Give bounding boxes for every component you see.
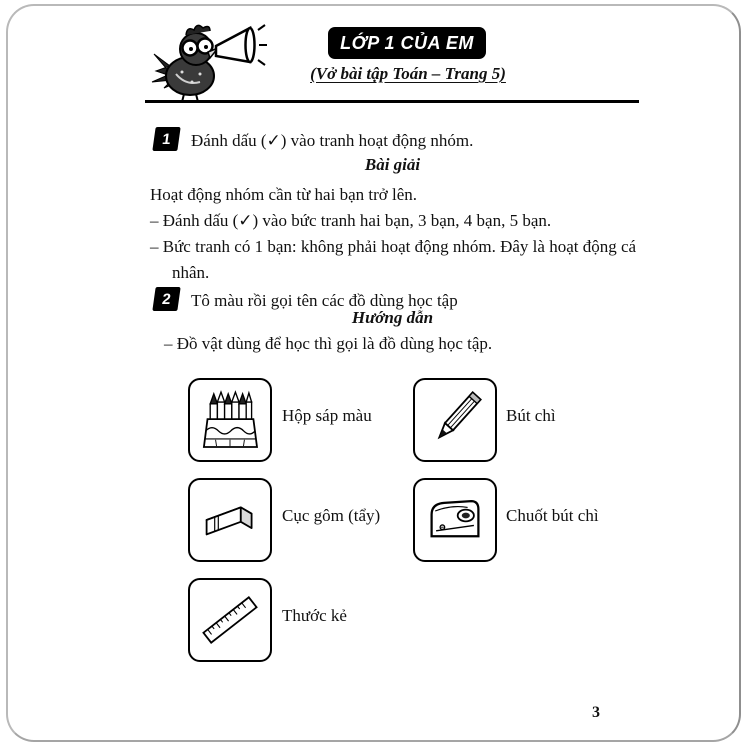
sharpener-icon <box>419 484 491 556</box>
item-label: Hộp sáp màu <box>282 406 372 425</box>
page-subtitle: (Vở bài tập Toán – Trang 5) <box>310 64 506 83</box>
section-2-question: Tô màu rồi gọi tên các đồ dùng học tập <box>191 291 458 310</box>
section-1-question: Đánh dấu (✓) vào tranh hoạt động nhóm. <box>191 131 474 150</box>
page-border <box>6 4 741 742</box>
solution-line: – Đánh dấu (✓) vào bức tranh hai bạn, 3 bạn, 4 bạn, 5 bạn. <box>150 211 552 230</box>
section-1-badge: 1 <box>152 127 180 151</box>
crayon-box-icon <box>194 384 266 456</box>
section-2-badge: 2 <box>152 287 180 311</box>
pencil-icon <box>419 384 491 456</box>
rooster-megaphone-icon <box>146 16 268 106</box>
item-box-eraser <box>188 478 272 562</box>
item-box-sharpener <box>413 478 497 562</box>
page-number: 3 <box>592 704 600 721</box>
item-label: Chuốt bút chì <box>506 506 599 525</box>
header-divider <box>145 100 639 103</box>
solution-line: – Đồ vật dùng để học thì gọi là đồ dùng học tập. <box>164 334 493 353</box>
section-1-solution-heading: Bài giải <box>364 155 421 174</box>
item-label: Thước kẻ <box>282 606 347 625</box>
ruler-icon <box>194 584 266 656</box>
item-label: Bút chì <box>506 406 556 425</box>
solution-line: – Bức tranh có 1 bạn: không phải hoạt động nhóm. Đây là hoạt động cá nhân. <box>150 237 637 282</box>
item-box-pencil <box>413 378 497 462</box>
eraser-icon <box>194 484 266 556</box>
solution-line: Hoạt động nhóm cần từ hai bạn trở lên. <box>150 185 418 204</box>
section-2-solution-heading: Hướng dẫn <box>351 308 434 327</box>
item-box-ruler <box>188 578 272 662</box>
page-title: LỚP 1 CỦA EM <box>328 27 486 59</box>
item-label: Cục gôm (tẩy) <box>282 506 381 525</box>
item-box-crayons <box>188 378 272 462</box>
